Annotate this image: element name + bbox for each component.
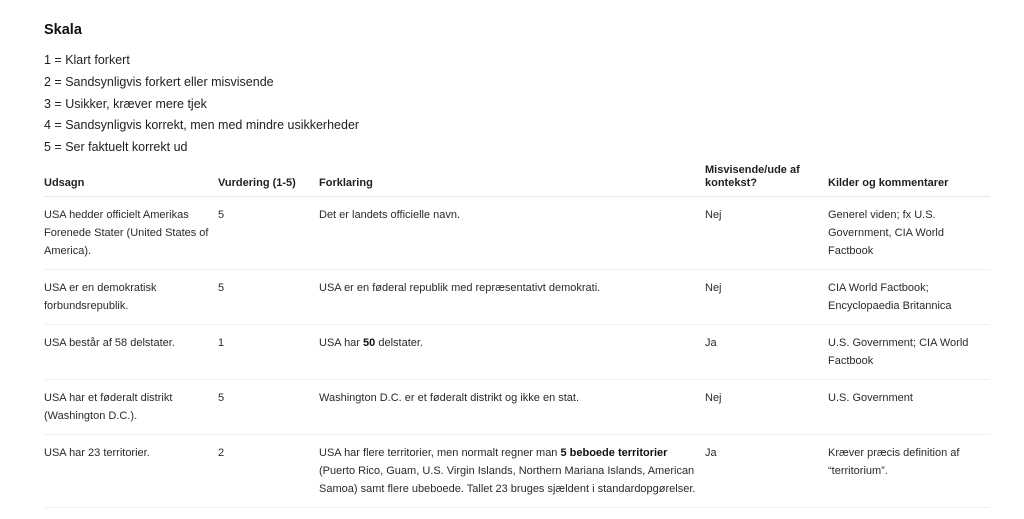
scale-item-1: 1 = Klart forkert [44, 53, 130, 67]
explanation-emphasis: 5 beboede territorier [560, 447, 668, 459]
cell-explanation [319, 380, 705, 435]
cell-sources: Kræver præcis definition af “territorium”. [828, 435, 990, 508]
cell-misleading: Ja [705, 435, 828, 508]
cell-rating: 5 [218, 270, 319, 325]
header-row [44, 160, 990, 197]
cell-rating: 5 [218, 380, 319, 435]
table-header [44, 160, 990, 197]
cell-misleading: Nej [705, 270, 828, 325]
scale-item-3: 3 = Usikker, kræver mere tjek [44, 96, 207, 111]
explanation-emphasis: 50 [363, 337, 376, 349]
table-body [44, 197, 990, 508]
table-row [44, 270, 990, 325]
cell-explanation [319, 435, 705, 508]
explanation-text: (Puerto Rico, Guam, U.S. Virgin Islands, Northern Mariana Islands, American Samoa) samt flere ubeboede. Tallet 23 bruges sjældent i standardopgørelser. [319, 465, 696, 495]
cell-misleading: Ja [705, 325, 828, 380]
cell-misleading: Nej [705, 197, 828, 270]
explanation-text: delstater. [375, 337, 423, 349]
cell-rating: 1 [218, 325, 319, 380]
cell-statement: USA hedder officielt Amerikas Forenede Stater (United States of America). [44, 197, 218, 270]
table-row [44, 197, 990, 270]
cell-misleading: Nej [705, 380, 828, 435]
explanation-text: Washington D.C. er et føderalt distrikt og ikke en stat. [319, 392, 580, 404]
explanation-text: USA har flere territorier, men normalt regner man [319, 447, 561, 459]
cell-sources: U.S. Government [828, 380, 990, 435]
table-row [44, 325, 990, 380]
header-rating: Vurdering (1-5) [218, 160, 319, 197]
explanation-text: USA har [319, 337, 364, 349]
cell-sources: CIA World Factbook; Encyclopaedia Britannica [828, 270, 990, 325]
scale-heading: Skala [44, 22, 82, 38]
explanation-text: USA er en føderal republik med repræsentativt demokrati. [319, 282, 601, 294]
table-row [44, 380, 990, 435]
scale-list [44, 50, 359, 159]
header-misleading: Misvisende/ude af kontekst? [705, 160, 828, 197]
header-statement: Udsagn [44, 160, 218, 197]
cell-statement: USA består af 58 delstater. [44, 325, 218, 380]
cell-rating: 2 [218, 435, 319, 508]
cell-explanation [319, 325, 705, 380]
header-explanation: Forklaring [319, 160, 705, 197]
scale-item-4: 4 = Sandsynligvis korrekt, men med mindre usikkerheder [44, 118, 360, 133]
cell-rating: 5 [218, 197, 319, 270]
cell-sources: U.S. Government; CIA World Factbook [828, 325, 990, 380]
cell-statement: USA er en demokratisk forbundsrepublik. [44, 270, 218, 325]
explanation-text: Det er landets officielle navn. [319, 209, 461, 221]
header-sources: Kilder og kommentarer [828, 160, 990, 197]
fact-check-table [44, 160, 990, 508]
cell-statement: USA har 23 territorier. [44, 435, 218, 508]
cell-statement: USA har et føderalt distrikt (Washington D.C.). [44, 380, 218, 435]
cell-explanation [319, 197, 705, 270]
cell-sources: Generel viden; fx U.S. Government, CIA World Factbook [828, 197, 990, 270]
table-row [44, 435, 990, 508]
scale-item-2: 2 = Sandsynligvis forkert eller misvisende [44, 74, 274, 89]
scale-item-5: 5 = Ser faktuelt korrekt ud [44, 140, 188, 155]
cell-explanation [319, 270, 705, 325]
